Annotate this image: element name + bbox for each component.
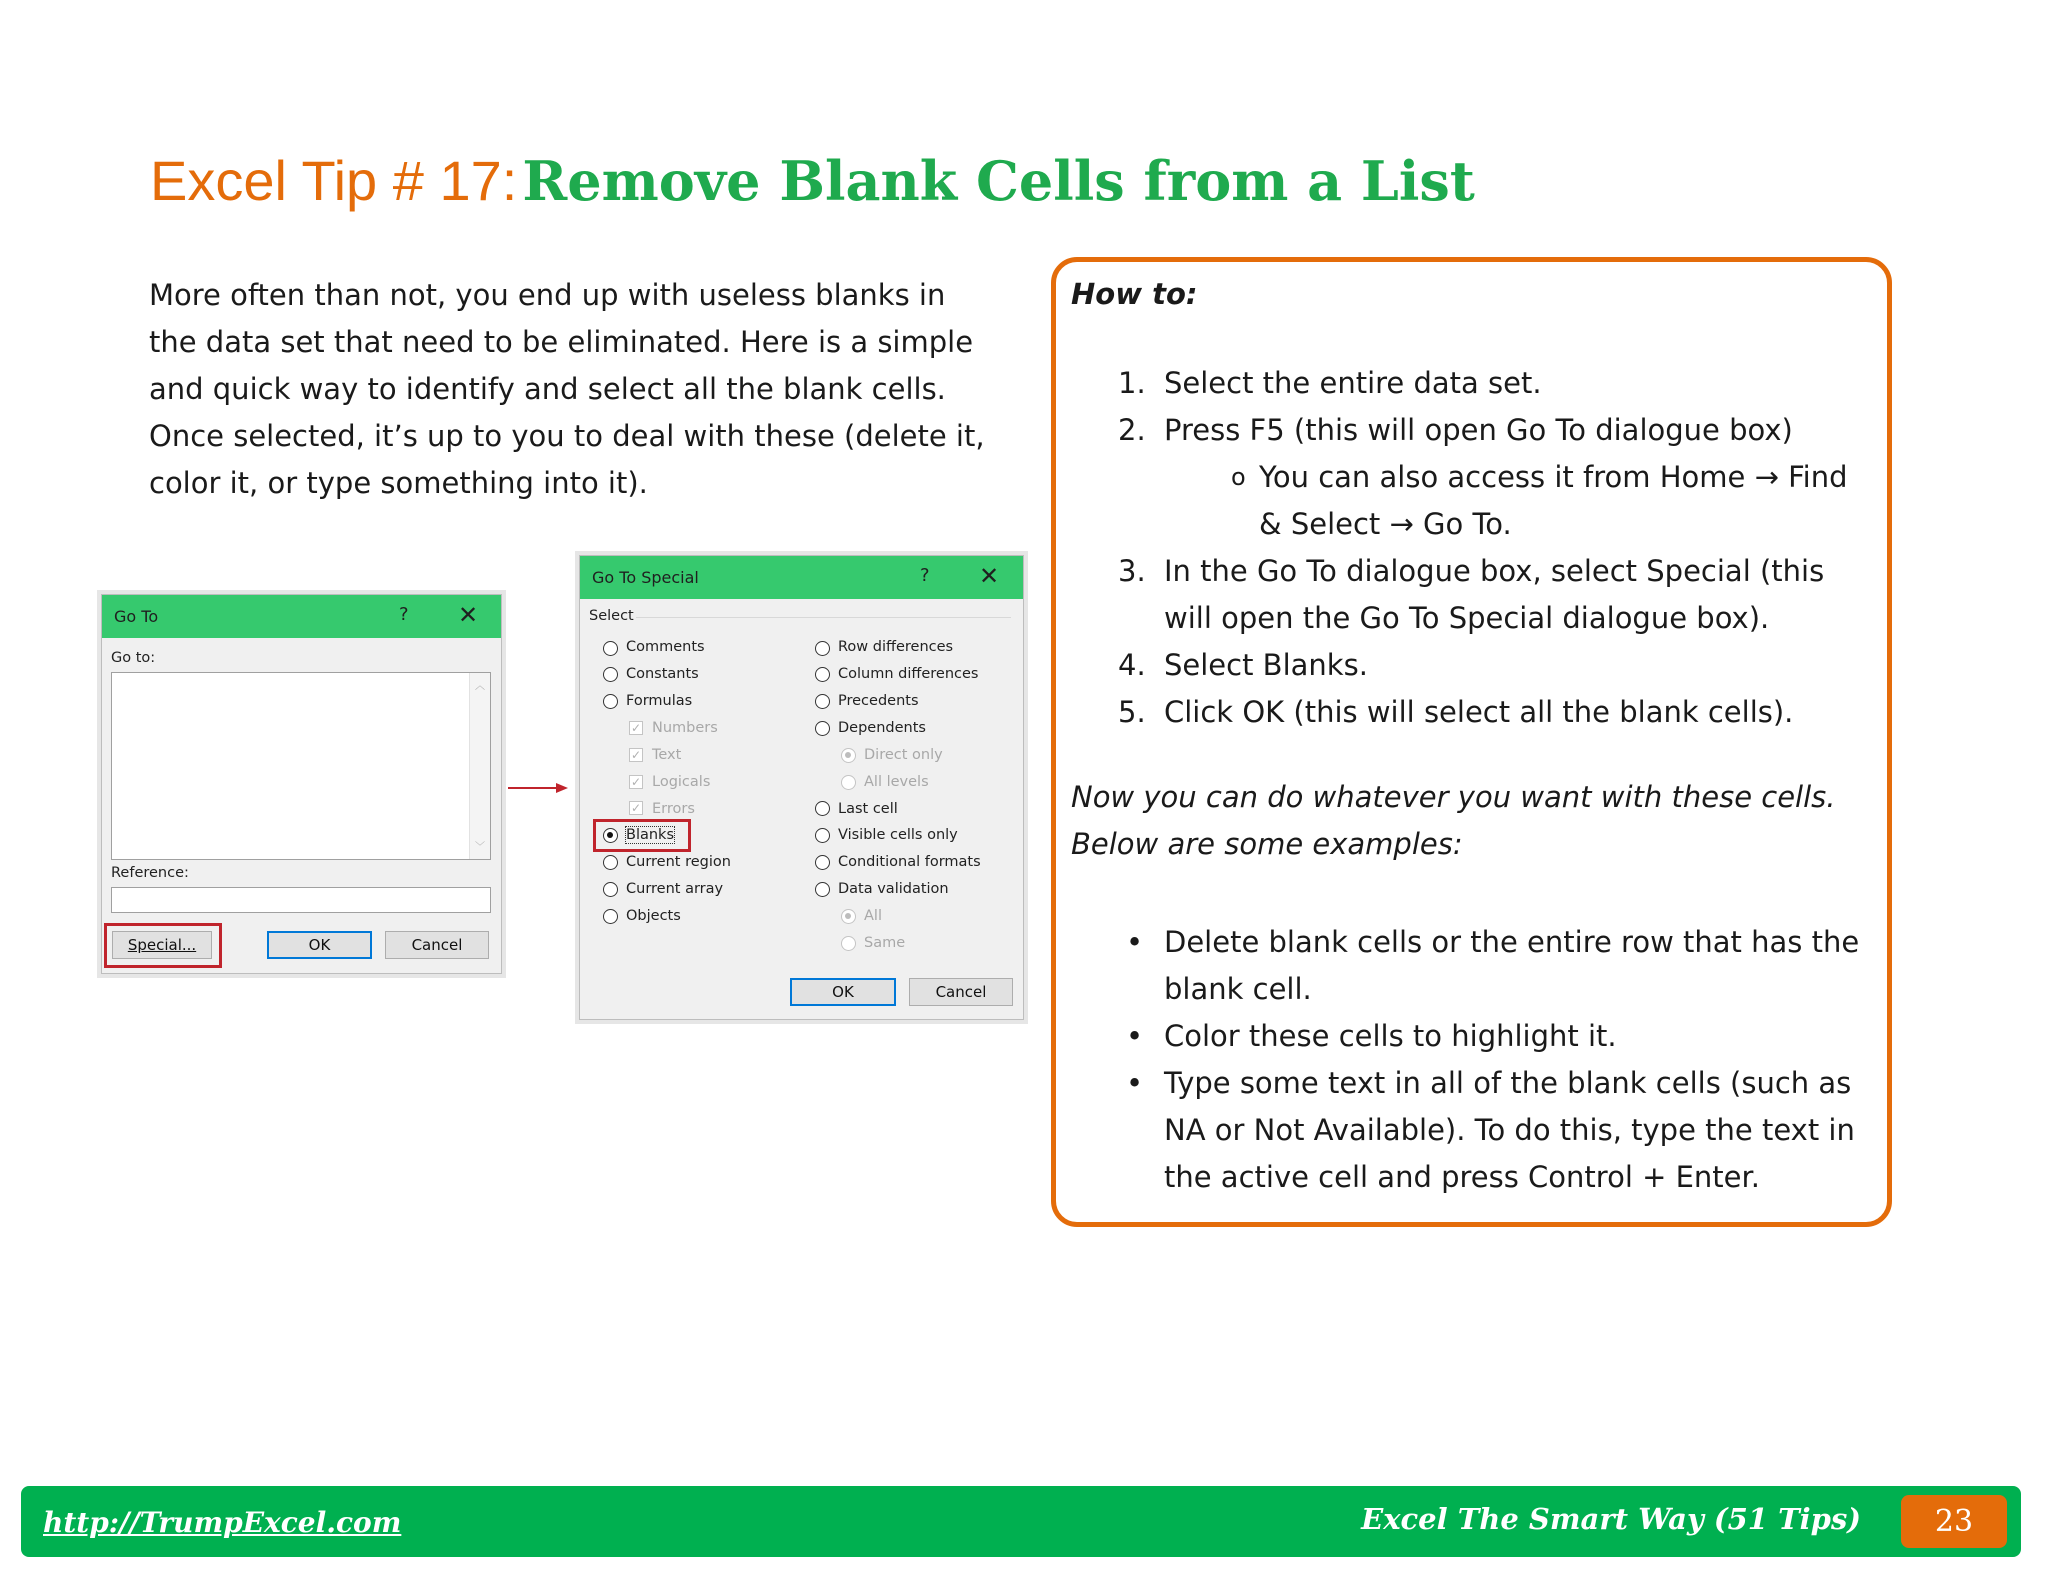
radio-data-validation[interactable]: [815, 882, 830, 897]
step-number: 4.: [1118, 648, 1146, 682]
checkbox-errors[interactable]: ✓: [630, 801, 642, 815]
radio-column-differences[interactable]: [815, 667, 830, 682]
radio-current-array[interactable]: [603, 882, 618, 897]
step-number: 2.: [1118, 413, 1146, 447]
radio-all-levels[interactable]: [841, 775, 856, 790]
option-numbers: Numbers: [652, 720, 718, 736]
scroll-down-icon[interactable]: ﹀: [475, 842, 485, 853]
sub-step: [1071, 454, 1871, 548]
option-logicals: Logicals: [652, 774, 711, 790]
close-icon[interactable]: ✕: [458, 601, 479, 629]
examples-intro: Now you can do whatever you want with these cells. Below are some examples:: [1071, 780, 1836, 861]
radio-precedents[interactable]: [815, 694, 830, 709]
radio-dependents[interactable]: [815, 721, 830, 736]
examples-list: [1071, 919, 1881, 1201]
radio-constants[interactable]: [603, 667, 618, 682]
cancel-button[interactable]: Cancel: [909, 978, 1013, 1006]
example-text: Color these cells to highlight it.: [1164, 1019, 1617, 1053]
step-text: Press F5 (this will open Go To dialogue box): [1164, 413, 1793, 447]
steps-list: [1071, 360, 1871, 736]
option-errors: Errors: [652, 801, 695, 817]
list-item: [1071, 642, 1871, 689]
how-to-title: How to:: [1071, 277, 1198, 311]
reference-label: Reference:: [111, 865, 189, 881]
option-all-levels: All levels: [864, 774, 929, 790]
list-item: [1071, 548, 1871, 642]
book-title: Excel The Smart Way (51 Tips): [1361, 1502, 1861, 1536]
special-highlight: [104, 923, 222, 968]
cancel-button[interactable]: Cancel: [385, 931, 489, 959]
radio-last-cell[interactable]: [815, 801, 830, 816]
radio-row-differences[interactable]: [815, 641, 830, 656]
circle-bullet: o: [1231, 463, 1246, 491]
step-number: 1.: [1118, 366, 1146, 400]
option-precedents: Precedents: [838, 693, 919, 709]
list-item: [1071, 360, 1871, 407]
radio-conditional-formats[interactable]: [815, 855, 830, 870]
help-icon[interactable]: ?: [399, 604, 409, 625]
radio-direct-only[interactable]: [841, 748, 856, 763]
example-text: Type some text in all of the blank cells (such as NA or Not Available). To do this, type the text in the active cell and press Control + Enter.: [1164, 1066, 1855, 1194]
option-direct-only: Direct only: [864, 747, 943, 763]
tip-number: Excel Tip # 17:: [150, 149, 518, 212]
option-objects: Objects: [626, 908, 681, 924]
scroll-up-icon[interactable]: ︿: [475, 681, 485, 692]
option-constants: Constants: [626, 666, 699, 682]
option-visible-cells-only: Visible cells only: [838, 827, 958, 843]
list-item: [1071, 689, 1871, 736]
goto-title: Go To: [114, 607, 159, 626]
intro-paragraph: More often than not, you end up with useless blanks in the data set that need to be eliminated. Here is a simple and quick way to identify and select all the blank cells. Once selected, it’s up to you to deal with these (delete it, color it, or type something into it).: [149, 278, 985, 500]
page-title: [150, 148, 1475, 213]
step-text: Click OK (this will select all the blank cells).: [1164, 695, 1794, 729]
option-dependents: Dependents: [838, 720, 926, 736]
close-icon[interactable]: ✕: [979, 562, 1000, 590]
step-number: 3.: [1118, 554, 1146, 588]
list-item: [1071, 919, 1881, 1013]
option-row-differences: Row differences: [838, 639, 954, 655]
listbox-scrollbar[interactable]: [469, 673, 490, 859]
special-button[interactable]: Special...: [112, 931, 212, 959]
goto-special-dialog: [579, 555, 1024, 1020]
checkbox-logicals[interactable]: ✓: [630, 775, 642, 789]
goto-dialog: [101, 594, 502, 974]
ok-button[interactable]: OK: [790, 978, 896, 1006]
option-conditional-formats: Conditional formats: [838, 854, 981, 870]
goto-label: Go to:: [111, 650, 156, 666]
arrow-icon: [508, 782, 568, 794]
page-number: 23: [1901, 1495, 2007, 1548]
radio-visible-cells-only[interactable]: [815, 828, 830, 843]
special-titlebar: [580, 556, 1023, 599]
ok-button[interactable]: OK: [267, 931, 372, 959]
group-divider: [636, 617, 1011, 618]
step-text: Select Blanks.: [1164, 648, 1368, 682]
radio-objects[interactable]: [603, 909, 618, 924]
site-link[interactable]: http://TrumpExcel.com: [43, 1506, 402, 1539]
option-current-array: Current array: [626, 881, 724, 897]
checkbox-numbers[interactable]: ✓: [630, 721, 642, 735]
radio-formulas[interactable]: [603, 694, 618, 709]
step-text: In the Go To dialogue box, select Special (this will open the Go To Special dialogue box).: [1164, 554, 1825, 635]
option-data-validation: Data validation: [838, 881, 949, 897]
bullet: •: [1126, 1066, 1144, 1100]
bullet: •: [1126, 925, 1144, 959]
tip-heading: Remove Blank Cells from a List: [522, 149, 1475, 213]
checkbox-text[interactable]: ✓: [630, 748, 642, 762]
option-last-cell: Last cell: [838, 801, 898, 817]
radio-current-region[interactable]: [603, 855, 618, 870]
step-text: Select the entire data set.: [1164, 366, 1542, 400]
option-comments: Comments: [626, 639, 705, 655]
list-item: [1071, 407, 1871, 454]
option-same: Same: [864, 935, 906, 951]
reference-input[interactable]: [111, 887, 491, 913]
bullet: •: [1126, 1019, 1144, 1053]
goto-titlebar: [102, 595, 501, 638]
option-text: Text: [652, 747, 682, 763]
option-column-differences: Column differences: [838, 666, 979, 682]
radio-comments[interactable]: [603, 641, 618, 656]
option-blanks: Blanks: [626, 827, 675, 843]
radio-same[interactable]: [841, 936, 856, 951]
special-title: Go To Special: [592, 568, 699, 587]
goto-listbox[interactable]: [111, 672, 491, 860]
step-number: 5.: [1118, 695, 1146, 729]
sub-step-text: You can also access it from Home → Find & Select → Go To.: [1259, 460, 1848, 541]
select-group-label: Select: [589, 608, 634, 624]
list-item: [1071, 1013, 1881, 1060]
help-icon[interactable]: ?: [920, 565, 930, 586]
option-current-region: Current region: [626, 854, 731, 870]
option-all: All: [864, 908, 882, 924]
footer-bar: [21, 1486, 2021, 1557]
radio-all[interactable]: [841, 909, 856, 924]
how-to-box: [1051, 257, 1892, 1227]
option-formulas: Formulas: [626, 693, 693, 709]
list-item: [1071, 1060, 1881, 1201]
example-text: Delete blank cells or the entire row that has the blank cell.: [1164, 925, 1860, 1006]
blanks-highlight: [593, 819, 691, 852]
